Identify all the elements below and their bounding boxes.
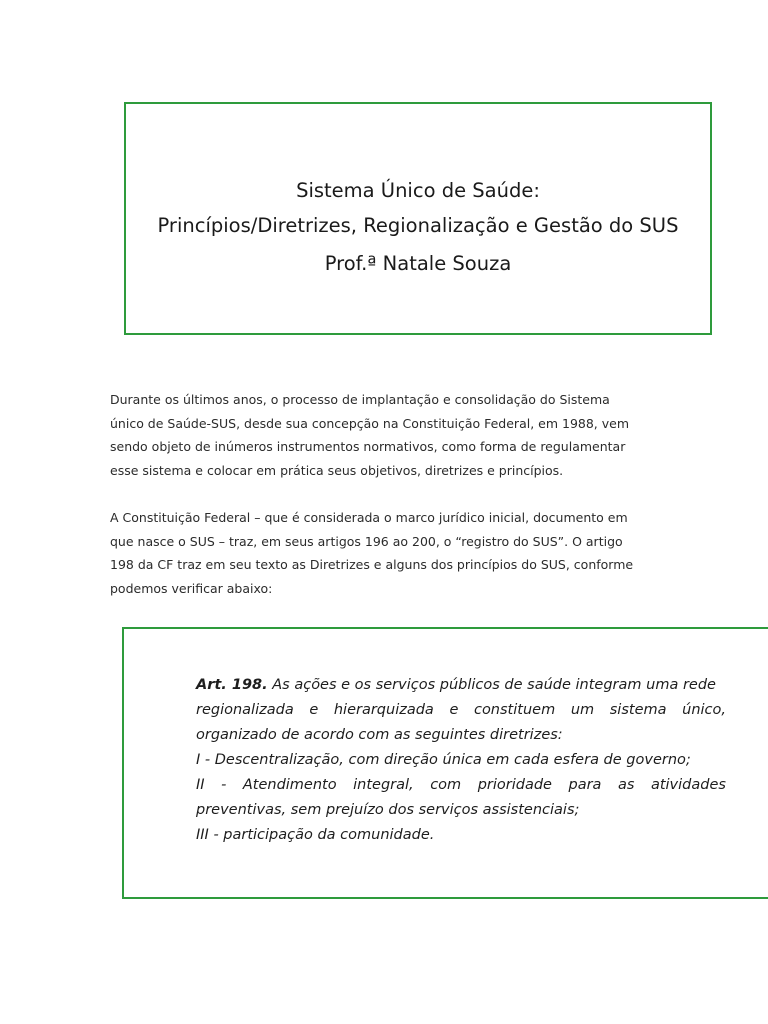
article-line — [196, 698, 726, 723]
word: com — [430, 777, 462, 793]
word: atividades — [650, 777, 726, 793]
paragraph-line: esse sistema e colocar em prática seus objetivos, diretrizes e princípios. — [110, 462, 564, 478]
author-name: Prof.ª Natale Souza — [324, 252, 512, 275]
intro-paragraph — [110, 388, 670, 482]
word: Atendimento — [242, 777, 337, 793]
paragraph-line: sendo objeto de inúmeros instrumentos normativos, como forma de regulamentar — [110, 439, 626, 454]
word: prioridade — [477, 777, 552, 793]
word: para — [568, 777, 602, 793]
title-box — [124, 102, 712, 335]
word: regionalizada — [196, 702, 294, 718]
article-quote — [196, 673, 726, 848]
article-text: As ações e os serviços públicos de saúde integram uma rede — [267, 677, 716, 693]
word: e — [309, 702, 319, 718]
word: II — [196, 777, 205, 793]
paragraph-line: único de Saúde-SUS, desde sua concepção na Constituição Federal, em 1988, vem — [110, 415, 630, 431]
article-line — [196, 673, 726, 698]
word: e — [449, 702, 459, 718]
document-title: Sistema Único de Saúde: — [296, 179, 540, 202]
article-line: organizado de acordo com as seguintes diretrizes: — [196, 727, 563, 743]
word: hierarquizada — [333, 702, 434, 718]
article-item-1: I - Descentralização, com direção única em cada esfera de governo; — [196, 752, 691, 768]
word: - — [221, 777, 227, 793]
article-item-2-continued: preventivas, sem prejuízo dos serviços assistenciais; — [196, 802, 580, 818]
paragraph-line: 198 da CF traz em seu texto as Diretrizes e alguns dos princípios do SUS, conforme — [110, 557, 634, 572]
word: único, — [682, 702, 726, 718]
article-item-2 — [196, 773, 726, 798]
paragraph-line: A Constituição Federal – que é considerada o marco jurídico inicial, documento em — [110, 510, 628, 525]
paragraph-line: podemos verificar abaixo: — [110, 580, 273, 596]
word: as — [617, 777, 635, 793]
word: sistema — [609, 702, 667, 718]
word: constituem — [473, 702, 556, 718]
word: integral, — [353, 777, 414, 793]
article-label: Art. 198. — [196, 677, 268, 693]
paragraph-line: Durante os últimos anos, o processo de implantação e consolidação do Sistema — [110, 392, 610, 407]
constitution-paragraph — [110, 506, 670, 600]
article-item-3: III - participação da comunidade. — [196, 827, 435, 843]
article-quote-box — [122, 627, 768, 899]
document-subtitle: Princípios/Diretrizes, Regionalização e Gestão do SUS — [157, 214, 679, 237]
word: um — [570, 702, 595, 718]
paragraph-line: que nasce o SUS – traz, em seus artigos 196 ao 200, o “registro do SUS”. O artigo — [110, 533, 623, 549]
